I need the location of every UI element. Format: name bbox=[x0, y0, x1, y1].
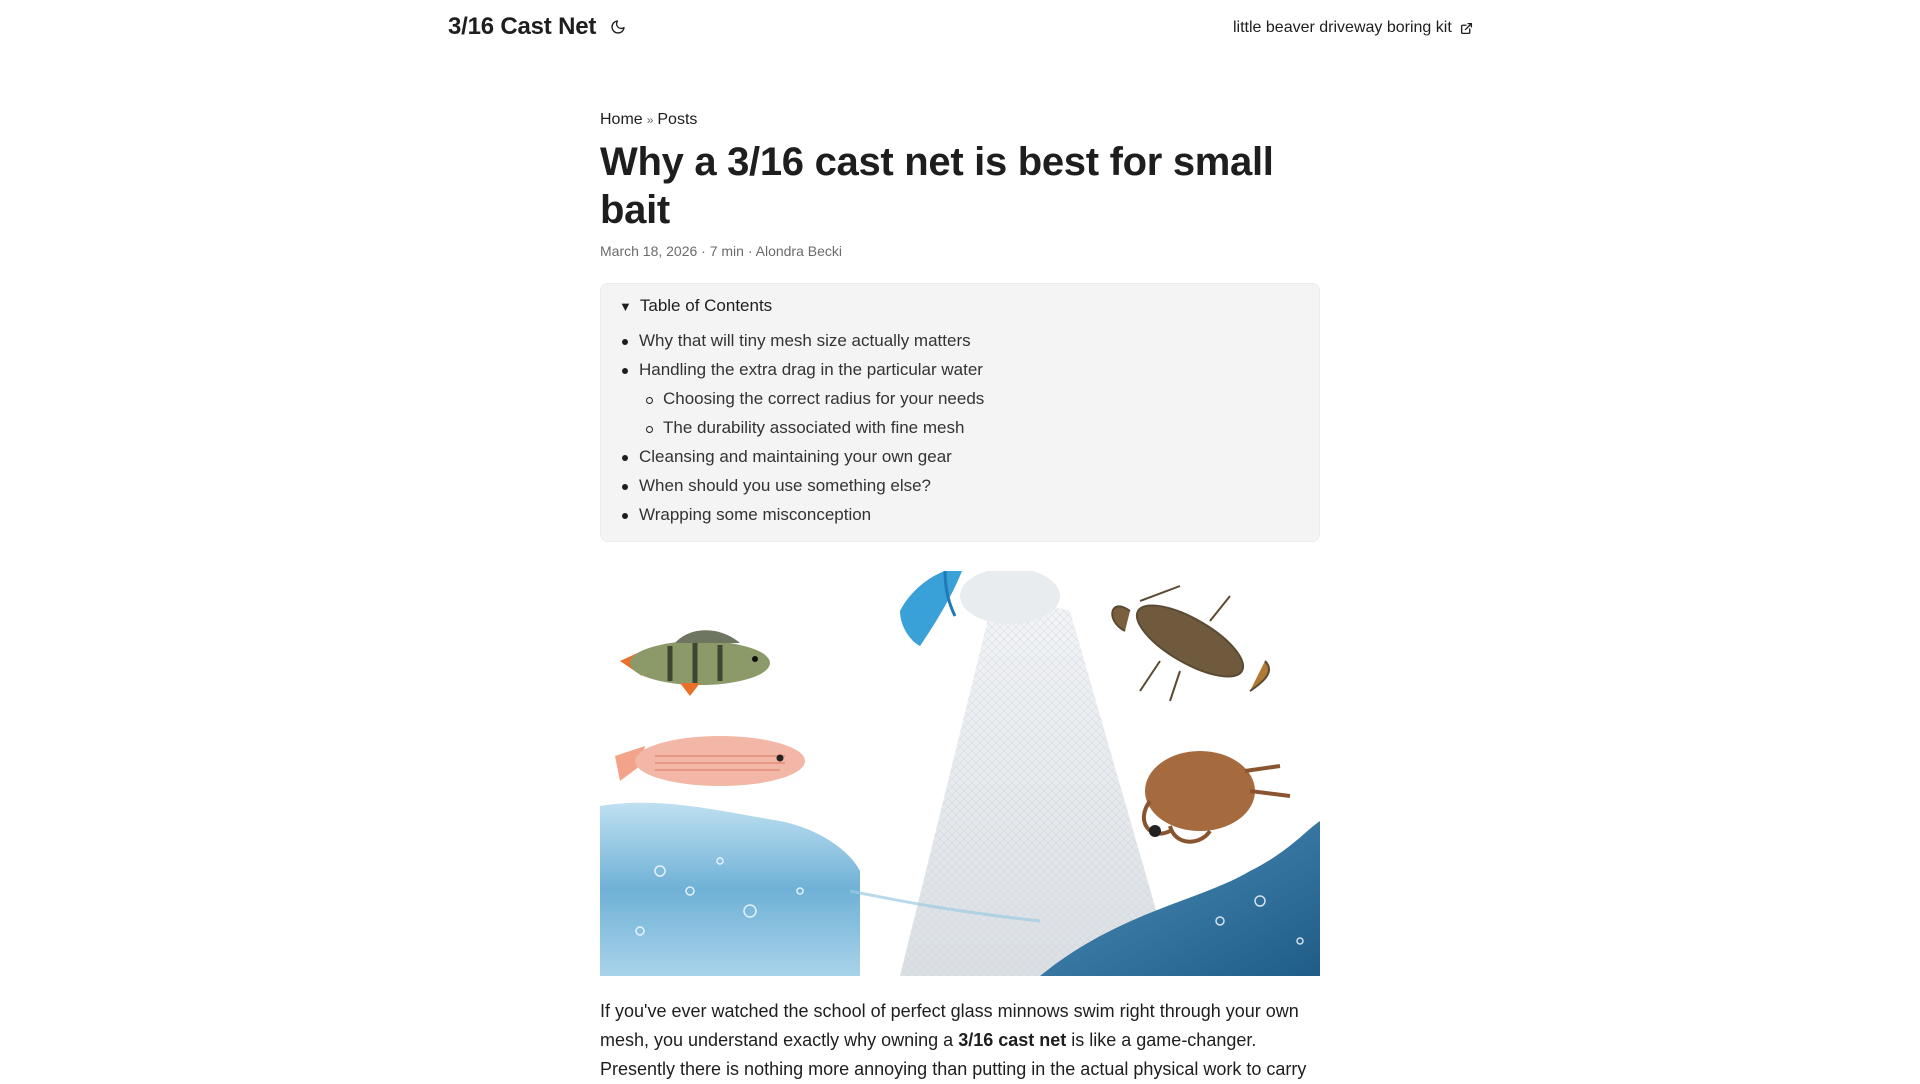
site-header bbox=[0, 0, 1920, 60]
triangle-down-icon: ▼ bbox=[619, 298, 632, 314]
intro-paragraph bbox=[600, 997, 1320, 1084]
toc-list bbox=[619, 326, 1301, 529]
external-link-icon bbox=[1460, 22, 1473, 35]
moon-icon[interactable] bbox=[608, 17, 628, 37]
breadcrumb-home[interactable]: Home bbox=[600, 111, 643, 128]
table-of-contents bbox=[600, 283, 1320, 542]
toc-link[interactable]: The durability associated with fine mesh bbox=[663, 418, 965, 437]
toc-item bbox=[619, 326, 1301, 355]
breadcrumb-posts[interactable]: Posts bbox=[657, 111, 698, 128]
post-meta: March 18, 2026 · 7 min · Alondra Becki bbox=[600, 243, 843, 259]
site-logo[interactable]: 3/16 Cast Net bbox=[448, 13, 597, 40]
toc-item bbox=[619, 471, 1301, 500]
nav-link-label: little beaver driveway boring kit bbox=[1233, 19, 1452, 36]
toc-link[interactable]: When should you use something else? bbox=[639, 476, 932, 495]
breadcrumb-separator: » bbox=[646, 113, 654, 127]
logo-switch bbox=[448, 13, 628, 41]
toc-subitem bbox=[619, 384, 1301, 413]
hero-image bbox=[600, 571, 1320, 976]
breadcrumb bbox=[600, 108, 1320, 132]
intro-text-2: is like a game-changer. Presently there is nothing more annoying than putting in the actual physical work to carry bbox=[600, 1030, 1307, 1079]
toc-item bbox=[619, 500, 1301, 529]
toc-link[interactable]: Cleansing and maintaining your own gear bbox=[639, 447, 952, 466]
nav-link-little-beaver[interactable] bbox=[1233, 19, 1473, 37]
post-content bbox=[600, 997, 1320, 1084]
intro-text-1: If you've ever watched the school of perfect glass minnows swim right through your own mesh, you understand exactly why owning a bbox=[600, 1001, 1299, 1050]
toc-link[interactable]: Handling the extra drag in the particular water bbox=[639, 360, 983, 379]
toc-item bbox=[619, 442, 1301, 471]
main-content bbox=[600, 108, 1320, 1084]
toc-title: Table of Contents bbox=[639, 296, 773, 315]
toc-subitem bbox=[619, 413, 1301, 442]
toc-link[interactable]: Why that will tiny mesh size actually matters bbox=[639, 331, 971, 350]
intro-keyword: 3/16 cast net bbox=[958, 1030, 1067, 1050]
page-title: Why a 3/16 cast net is best for small bait bbox=[600, 140, 1274, 232]
toc-item bbox=[619, 355, 1301, 384]
toc-link[interactable]: Choosing the correct radius for your needs bbox=[663, 389, 985, 408]
toc-link[interactable]: Wrapping some misconception bbox=[639, 505, 872, 524]
toc-toggle[interactable] bbox=[619, 294, 1301, 318]
